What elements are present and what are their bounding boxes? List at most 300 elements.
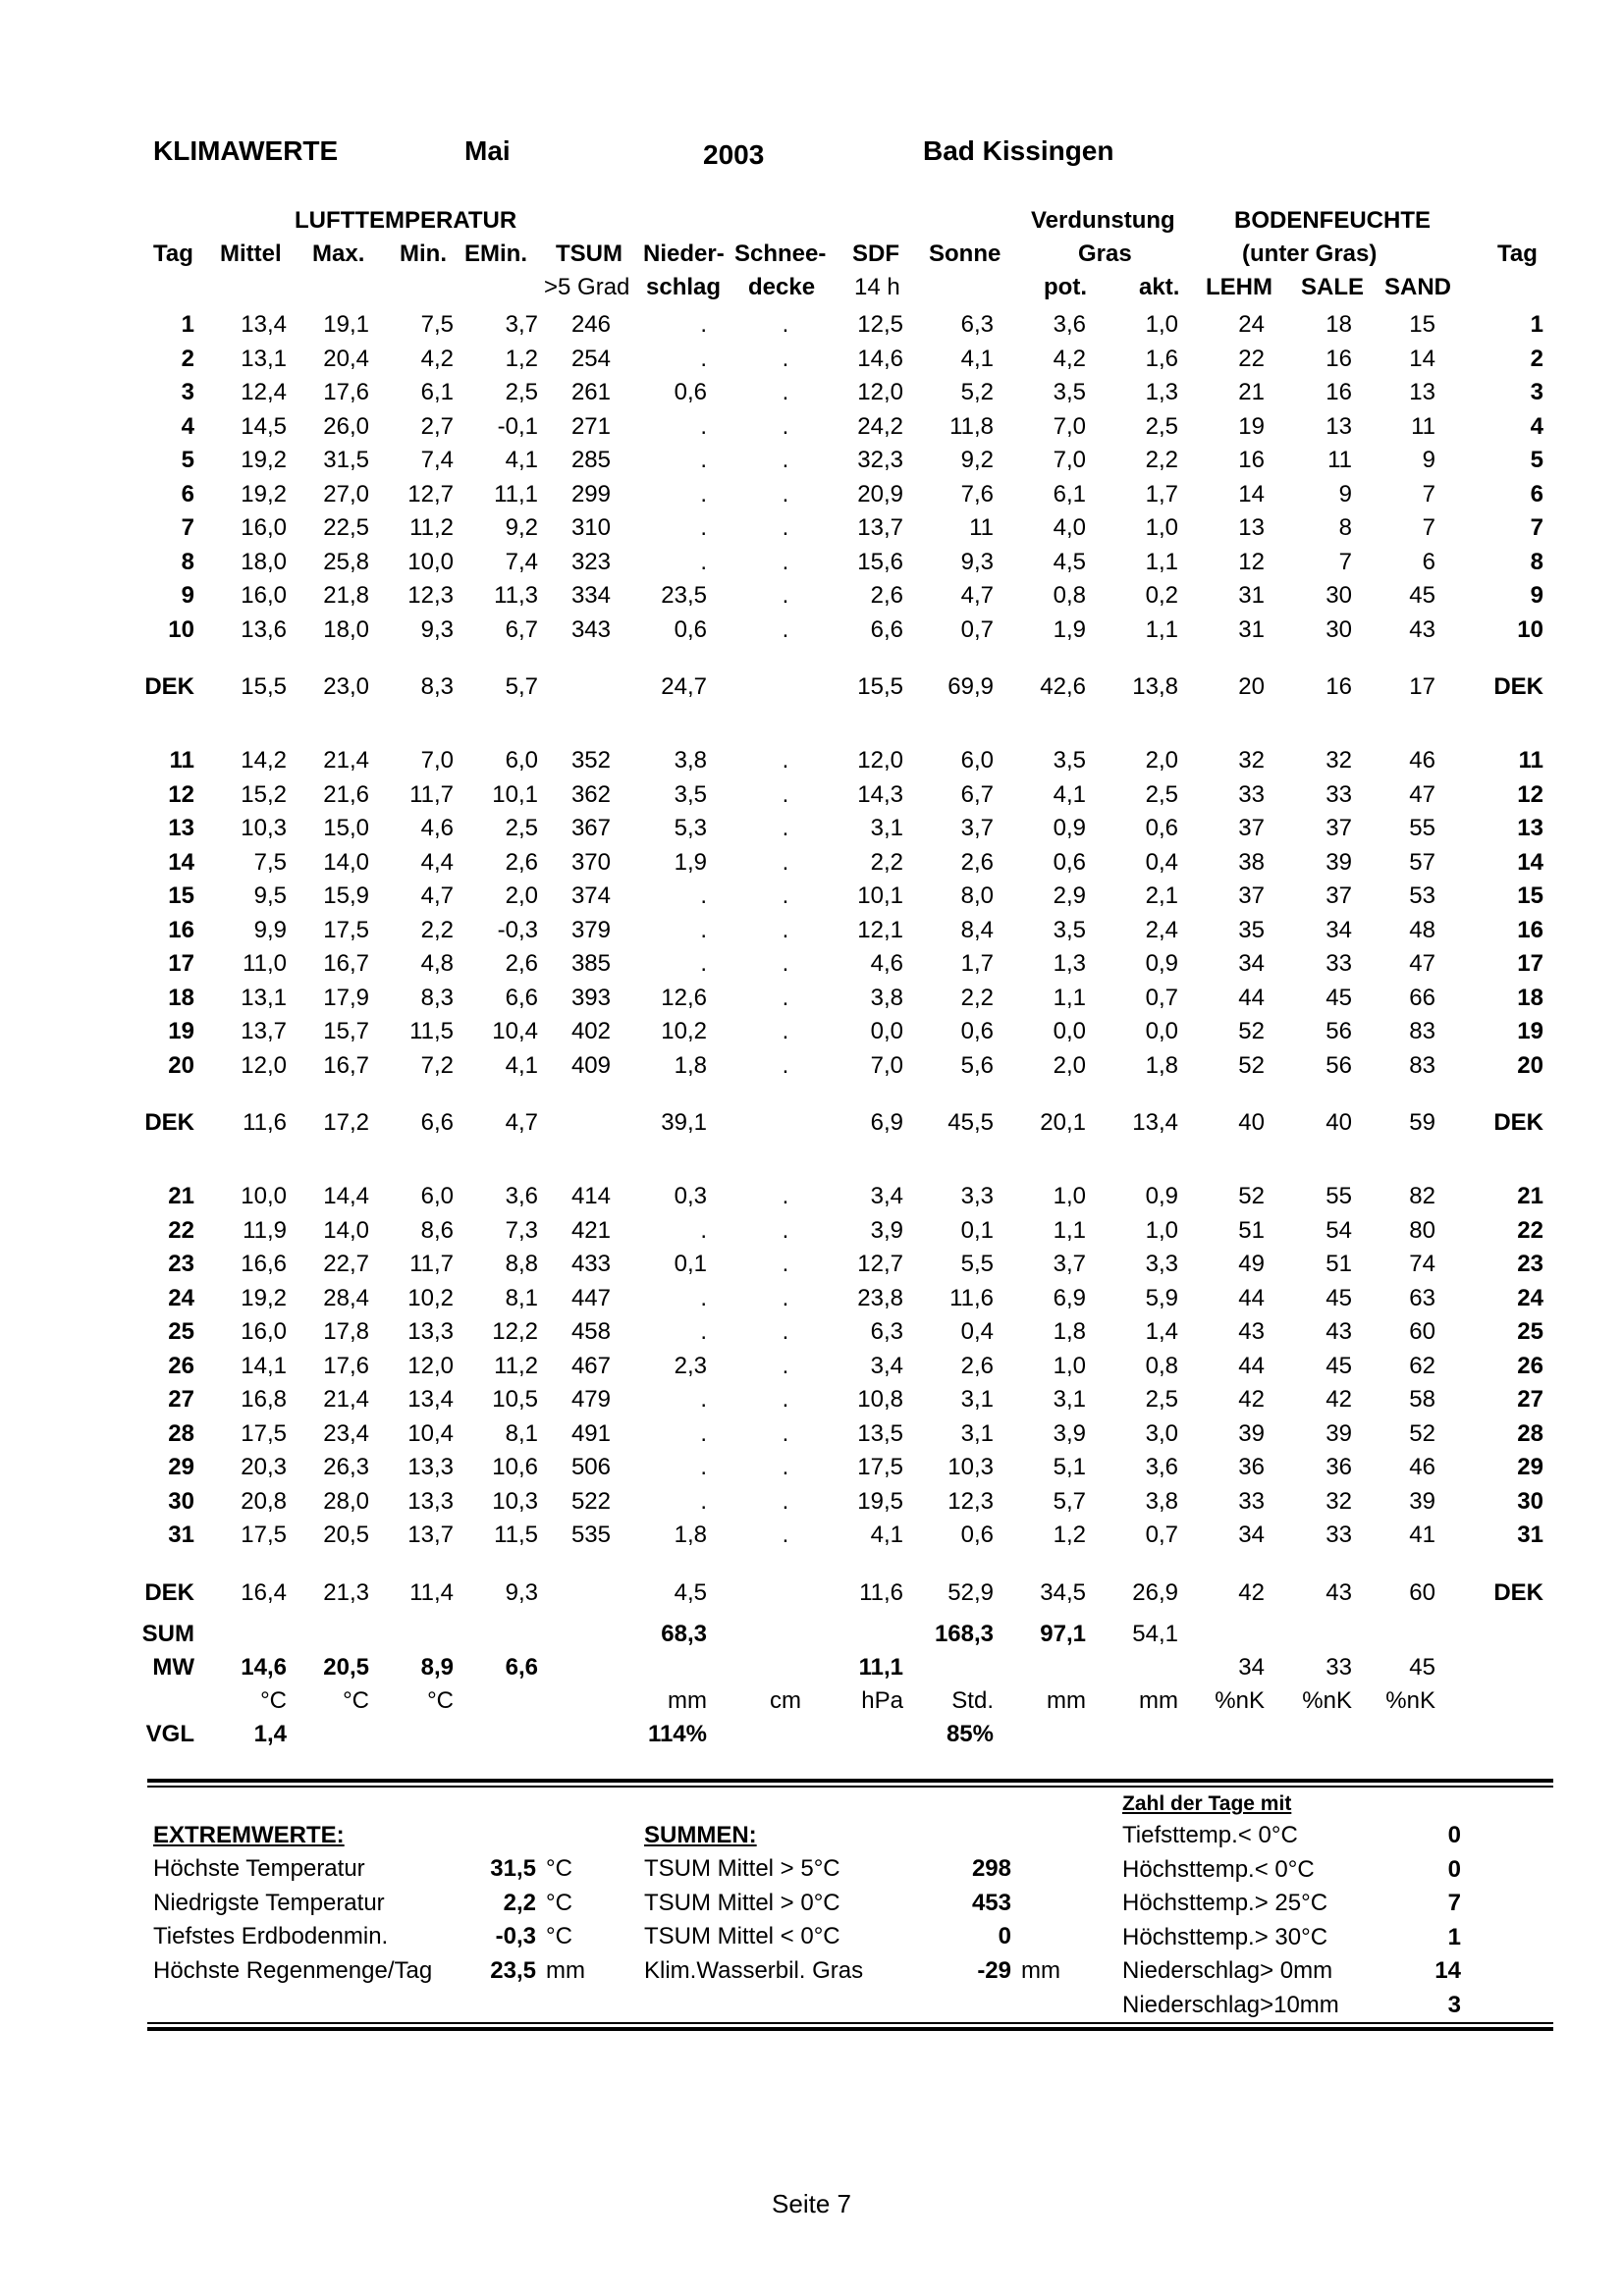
cell: 36 [1325, 1454, 1352, 1480]
cell: MW [152, 1654, 194, 1681]
cell: 33 [1325, 1654, 1352, 1681]
cell: hPa [861, 1687, 903, 1714]
cell: 8 [1530, 548, 1543, 575]
cell: 1,4 [253, 1721, 287, 1747]
cell: 5,6 [960, 1051, 994, 1079]
cell: 28 [1517, 1419, 1543, 1447]
cell: 5 [181, 447, 194, 473]
cell: . [782, 815, 789, 841]
cell: 12,7 [407, 480, 454, 507]
cell: 522 [570, 1487, 611, 1515]
cell: 6 [181, 480, 194, 507]
cell: 11,8 [949, 412, 994, 440]
cell: 13 [1517, 815, 1543, 841]
cell: 16,0 [241, 1318, 287, 1345]
cell: 25 [1517, 1318, 1543, 1345]
cell: 2,2 [870, 848, 903, 876]
cell: 0,7 [1145, 1522, 1178, 1548]
extreme-label: Niedrigste Temperatur [153, 1889, 385, 1916]
report-year: 2003 [703, 139, 765, 170]
cell: 1,7 [1145, 480, 1178, 507]
head-min: Min. [400, 240, 447, 267]
cell: 45 [1325, 1284, 1352, 1311]
cell: 7,0 [1053, 447, 1086, 473]
table-row [0, 444, 1623, 477]
cell: 2,6 [505, 950, 538, 977]
cell: 4,4 [420, 848, 454, 876]
days-count-value: 0 [1447, 1822, 1461, 1848]
cell: 5,1 [1053, 1454, 1086, 1480]
cell: 1,1 [1145, 548, 1178, 575]
cell: 3,1 [870, 815, 903, 841]
extreme-value: 31,5 [490, 1855, 536, 1882]
cell: 34 [1238, 950, 1265, 977]
cell: 6,0 [420, 1183, 454, 1209]
cell: 12,3 [407, 582, 454, 609]
cell: 20,4 [323, 345, 369, 372]
days-count-label: Höchsttemp.> 30°C [1122, 1923, 1328, 1950]
table-row [0, 778, 1623, 812]
cell: 6,6 [505, 984, 538, 1011]
cell: 9,3 [420, 615, 454, 643]
sum-value: 453 [971, 1889, 1011, 1916]
cell: 37 [1238, 815, 1265, 841]
cell: 43 [1325, 1578, 1352, 1606]
cell: 12,3 [947, 1487, 994, 1515]
cell: 7,5 [420, 311, 454, 338]
cell: 20 [168, 1051, 194, 1079]
cell: 334 [570, 582, 611, 609]
cell: 4,5 [674, 1578, 707, 1606]
sum-label: TSUM Mittel < 0°C [644, 1923, 840, 1949]
cell: 3,3 [960, 1183, 994, 1209]
cell: . [782, 780, 789, 808]
divider-top-thin [147, 1786, 1553, 1788]
cell: 21,4 [323, 1386, 369, 1413]
cell: 0,4 [960, 1318, 994, 1345]
cell: . [782, 950, 789, 977]
cell: 12,4 [241, 379, 287, 405]
cell: . [782, 582, 789, 609]
cell: 24 [168, 1284, 194, 1311]
cell: 2 [181, 345, 194, 372]
extreme-value: -0,3 [495, 1923, 536, 1949]
table-row [0, 947, 1623, 981]
cell: 11,7 [409, 780, 454, 808]
cell: 33 [1325, 780, 1352, 808]
head-schlag: schlag [646, 274, 722, 300]
table-row [0, 982, 1623, 1015]
cell: 3,4 [870, 1183, 903, 1209]
cell: . [782, 615, 789, 643]
cell: 25,8 [323, 548, 369, 575]
cell: 20,8 [241, 1487, 287, 1515]
cell: 1,8 [674, 1051, 707, 1079]
cell: 12,5 [857, 311, 903, 338]
cell: 0,6 [960, 1018, 994, 1044]
column-header-row-1 [0, 204, 1623, 238]
cell: 7,6 [960, 480, 994, 507]
cell: 13,4 [241, 311, 287, 338]
cell: 26 [1517, 1352, 1543, 1379]
cell: 370 [570, 848, 611, 876]
table-row [0, 1248, 1623, 1281]
cell: 52 [1238, 1183, 1265, 1209]
cell: 2,0 [1145, 747, 1178, 774]
head-grad: >5 Grad [544, 274, 630, 300]
cell: 39 [1238, 1419, 1265, 1447]
cell: 323 [570, 548, 611, 575]
cell: . [782, 1419, 789, 1447]
cell: 4,1 [960, 345, 994, 372]
cell: 16 [1325, 345, 1352, 372]
cell: 479 [570, 1386, 611, 1413]
cell: 1,2 [1053, 1522, 1086, 1548]
cell: 11,1 [858, 1654, 903, 1681]
cell: 3,9 [1053, 1419, 1086, 1447]
cell: 17,5 [857, 1454, 903, 1480]
cell: VGL [145, 1721, 194, 1747]
dekade-row [0, 1576, 1623, 1610]
cell: 15 [1517, 882, 1543, 909]
cell: 45 [1409, 1654, 1435, 1681]
cell: 10,3 [241, 815, 287, 841]
cell: 21,6 [323, 780, 369, 808]
cell: 16,0 [241, 582, 287, 609]
cell: 5,7 [505, 673, 538, 700]
cell: 33 [1325, 950, 1352, 977]
table-row [0, 546, 1623, 579]
cell: 57 [1409, 848, 1435, 876]
cell: . [782, 1454, 789, 1480]
cell: . [700, 548, 707, 575]
cell: 21 [1238, 379, 1265, 405]
head-pot: pot. [1044, 274, 1087, 300]
cell: 6,6 [870, 615, 903, 643]
cell: 1,4 [1145, 1318, 1178, 1345]
cell: . [782, 514, 789, 541]
cell: 13 [1238, 514, 1265, 541]
cell: 0,8 [1053, 582, 1086, 609]
cell: 56 [1325, 1018, 1352, 1044]
cell: 17,2 [323, 1109, 369, 1136]
cell: 31 [168, 1522, 194, 1548]
cell: 13,7 [241, 1018, 287, 1044]
cell: 3,6 [1145, 1454, 1178, 1480]
table-row [0, 1282, 1623, 1315]
cell: 13,3 [407, 1487, 454, 1515]
cell: 12,0 [857, 747, 903, 774]
cell: 2,5 [505, 815, 538, 841]
days-count-value: 3 [1447, 1991, 1461, 2018]
cell: . [782, 882, 789, 909]
cell: 3,3 [1145, 1251, 1178, 1277]
cell: 1,0 [1145, 514, 1178, 541]
cell: 39 [1325, 1419, 1352, 1447]
cell: 11,5 [494, 1522, 538, 1548]
cell: 10,8 [857, 1386, 903, 1413]
cell: 7 [1338, 548, 1352, 575]
cell: 16,7 [323, 950, 369, 977]
cell: 13,5 [857, 1419, 903, 1447]
cell: . [700, 1216, 707, 1244]
cell: 15 [168, 882, 194, 909]
cell: 10,3 [492, 1487, 538, 1515]
table-row [0, 376, 1623, 409]
cell: 59 [1409, 1109, 1435, 1136]
cell: 32,3 [857, 447, 903, 473]
units-row [0, 1684, 1623, 1718]
cell: 3,1 [960, 1386, 994, 1413]
cell: . [700, 412, 707, 440]
cell: 60 [1409, 1578, 1435, 1606]
cell: 39,1 [661, 1109, 707, 1136]
cell: mm [1139, 1687, 1178, 1714]
cell: DEK [1493, 1109, 1543, 1136]
cell: 414 [570, 1183, 611, 1209]
cell: 7,0 [1053, 412, 1086, 440]
cell: 3,8 [870, 984, 903, 1011]
cell: 10,3 [947, 1454, 994, 1480]
cell: 52 [1409, 1419, 1435, 1447]
dekade-row [0, 1106, 1623, 1140]
cell: . [700, 345, 707, 372]
cell: . [700, 1386, 707, 1413]
cell: 6,1 [1053, 480, 1086, 507]
cell: 506 [570, 1454, 611, 1480]
cell: 2,6 [870, 582, 903, 609]
cell: 5,2 [960, 379, 994, 405]
cell: 17,9 [323, 984, 369, 1011]
cell: . [782, 548, 789, 575]
cell: 8,9 [420, 1654, 454, 1681]
cell: 3,7 [505, 311, 538, 338]
cell: 4 [1530, 412, 1543, 440]
cell: 379 [570, 916, 611, 943]
cell: 7,5 [253, 848, 287, 876]
cell: 10,0 [241, 1183, 287, 1209]
cell: 19,1 [323, 311, 369, 338]
cell: 0,9 [1145, 950, 1178, 977]
cell: 5 [1530, 447, 1543, 473]
cell: 49 [1238, 1251, 1265, 1277]
cell: 45 [1325, 1352, 1352, 1379]
cell: . [782, 1251, 789, 1277]
cell: 16,7 [323, 1051, 369, 1079]
cell: . [782, 412, 789, 440]
cell: 13,3 [407, 1454, 454, 1480]
extreme-label: Höchste Regenmenge/Tag [153, 1956, 433, 1984]
cell: 11,4 [409, 1578, 454, 1606]
cell: . [782, 916, 789, 943]
cell: 12,7 [857, 1251, 903, 1277]
head-sale: SALE [1301, 274, 1365, 300]
cell: 12 [1517, 780, 1543, 808]
cell: 55 [1409, 815, 1435, 841]
cell: 12,6 [661, 984, 707, 1011]
cell: 19,5 [857, 1487, 903, 1515]
cell: DEK [1493, 673, 1543, 700]
cell: 37 [1325, 882, 1352, 909]
extreme-unit: °C [546, 1889, 572, 1916]
cell: 13,1 [241, 984, 287, 1011]
cell: 12,0 [857, 379, 903, 405]
cell: 14,0 [323, 1216, 369, 1244]
cell: SUM [141, 1621, 194, 1647]
cell: %nK [1385, 1687, 1435, 1714]
cell: 1 [1530, 311, 1543, 338]
cell: 3,5 [674, 780, 707, 808]
cell: DEK [144, 673, 194, 700]
cell: 4,2 [1053, 345, 1086, 372]
head-unter-gras: (unter Gras) [1242, 240, 1378, 267]
cell: 26,3 [323, 1454, 369, 1480]
cell: 10,1 [492, 780, 538, 808]
cell: 25 [168, 1318, 194, 1345]
cell: 1,1 [1145, 615, 1178, 643]
cell: 21,3 [323, 1578, 369, 1606]
cell: 23,0 [323, 673, 369, 700]
cell: 14,6 [241, 1654, 287, 1681]
cell: 80 [1409, 1216, 1435, 1244]
cell: 19,2 [241, 480, 287, 507]
cell: 1,1 [1053, 984, 1086, 1011]
cell: 44 [1238, 1352, 1265, 1379]
report-title: KLIMAWERTE [153, 135, 339, 166]
cell: 0,1 [674, 1251, 707, 1277]
cell: 22,5 [323, 514, 369, 541]
cell: 0,7 [1145, 984, 1178, 1011]
cell: 4,1 [1053, 780, 1086, 808]
cell: 4,5 [1053, 548, 1086, 575]
cell: 10,6 [492, 1454, 538, 1480]
cell: 1,1 [1053, 1216, 1086, 1244]
cell: 15,9 [323, 882, 369, 909]
cell: DEK [144, 1109, 194, 1136]
cell: 18 [1517, 984, 1543, 1011]
cell: 6,7 [960, 780, 994, 808]
cell: . [782, 1386, 789, 1413]
cell: 15 [1409, 311, 1435, 338]
cell: 23 [168, 1251, 194, 1277]
cell: 0,6 [674, 615, 707, 643]
sum-label: TSUM Mittel > 5°C [644, 1855, 840, 1882]
cell: 2,2 [420, 916, 454, 943]
cell: 16 [1238, 447, 1265, 473]
cell: . [700, 950, 707, 977]
cell: 58 [1409, 1386, 1435, 1413]
cell: 11,6 [859, 1578, 903, 1606]
cell: 16 [1325, 379, 1352, 405]
table-row [0, 880, 1623, 913]
cell: 7 [1530, 514, 1543, 541]
cell: 12,0 [407, 1352, 454, 1379]
cell: 1,0 [1145, 311, 1178, 338]
cell: . [700, 1454, 707, 1480]
cell: 43 [1409, 615, 1435, 643]
cell: 46 [1409, 747, 1435, 774]
cell: 0,3 [674, 1183, 707, 1209]
cell: 27 [168, 1386, 194, 1413]
extreme-unit: mm [546, 1956, 585, 1984]
cell: 14,0 [323, 848, 369, 876]
cell: %nK [1302, 1687, 1352, 1714]
cell: 6,6 [420, 1109, 454, 1136]
cell: 393 [570, 984, 611, 1011]
cell: 2 [1530, 345, 1543, 372]
cell: 12 [1238, 548, 1265, 575]
cell: 467 [570, 1352, 611, 1379]
cell: 44 [1238, 1284, 1265, 1311]
cell: 6,3 [870, 1318, 903, 1345]
cell: 40 [1238, 1109, 1265, 1136]
head-decke: decke [748, 274, 816, 300]
cell: 74 [1409, 1251, 1435, 1277]
cell: 18 [1325, 311, 1352, 338]
cell: . [782, 311, 789, 338]
head-tsum: TSUM [556, 240, 622, 267]
cell: 29 [1517, 1454, 1543, 1480]
cell: 343 [570, 615, 611, 643]
cell: 16 [168, 916, 194, 943]
cell: 15,6 [857, 548, 903, 575]
page-number: Seite 7 [772, 2189, 851, 2218]
head-14h: 14 h [854, 274, 900, 300]
cell: 14,2 [241, 747, 287, 774]
cell: 21,4 [323, 747, 369, 774]
divider-top-thick [147, 1779, 1553, 1783]
cell: 0,0 [1145, 1018, 1178, 1044]
cell: 8 [1338, 514, 1352, 541]
cell: 285 [570, 447, 611, 473]
cell: 6,9 [870, 1109, 903, 1136]
cell: 3,1 [1053, 1386, 1086, 1413]
cell: 23 [1517, 1251, 1543, 1277]
cell: 15,0 [323, 815, 369, 841]
days-count-value: 14 [1434, 1957, 1461, 1984]
cell: 14 [1238, 480, 1265, 507]
cell: 66 [1409, 984, 1435, 1011]
days-count-label: Niederschlag>10mm [1122, 1991, 1339, 2018]
cell: 2,4 [1145, 916, 1178, 943]
cell: 0,2 [1145, 582, 1178, 609]
cell: 4,1 [505, 1051, 538, 1079]
cell: 11 [169, 747, 194, 774]
cell: 14,4 [323, 1183, 369, 1209]
cell: 3,7 [960, 815, 994, 841]
head-mittel: Mittel [220, 240, 282, 267]
cell: 10,4 [492, 1018, 538, 1044]
cell: 7 [1422, 514, 1435, 541]
table-row [0, 410, 1623, 444]
cell: 0,1 [960, 1216, 994, 1244]
group-lufttemperatur: LUFTTEMPERATUR [295, 207, 517, 234]
head-lehm: LEHM [1206, 274, 1272, 300]
cell: 17,6 [323, 379, 369, 405]
cell: 30 [1325, 615, 1352, 643]
cell: 409 [570, 1051, 611, 1079]
cell: 0,6 [1053, 848, 1086, 876]
cell: 3,4 [870, 1352, 903, 1379]
cell: 6 [1422, 548, 1435, 575]
cell: 15,5 [857, 673, 903, 700]
cell: 82 [1409, 1183, 1435, 1209]
cell: 11,9 [243, 1216, 287, 1244]
cell: 6,0 [505, 747, 538, 774]
cell: 14,3 [857, 780, 903, 808]
column-header-row-2 [0, 238, 1623, 271]
cell: 23,8 [857, 1284, 903, 1311]
